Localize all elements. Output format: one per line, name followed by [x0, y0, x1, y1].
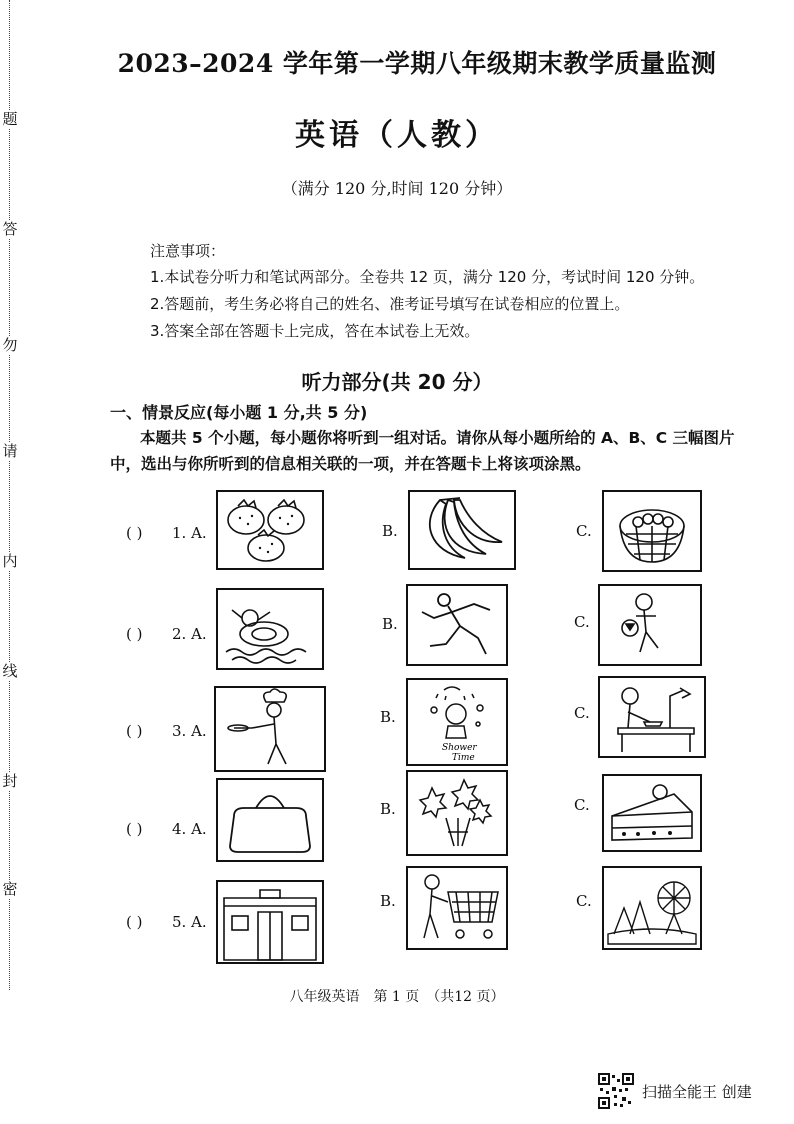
binding-char: 勿	[0, 336, 20, 354]
binding-char: 封	[0, 772, 20, 790]
option-b-label: B.	[382, 615, 398, 633]
running-image	[406, 584, 508, 666]
binding-char: 请	[0, 442, 20, 460]
building-image	[216, 880, 324, 964]
question-number: 1. A.	[172, 524, 207, 542]
question-number: 3. A.	[172, 722, 207, 740]
notice-item: 1.本试卷分听力和笔试两部分。全卷共 12 页，满分 120 分，考试时间 120 分钟。	[150, 268, 705, 286]
option-c-label: C.	[574, 796, 590, 814]
answer-paren: ( )	[126, 913, 143, 931]
handbag-image	[216, 778, 324, 862]
answer-paren: ( )	[126, 524, 143, 542]
cake-slice-image	[602, 774, 702, 852]
studying-at-desk-image	[598, 676, 706, 758]
notice-item: 2.答题前，考生务必将自己的姓名、准考证号填写在试卷相应的位置上。	[150, 295, 630, 313]
bananas-image	[408, 490, 516, 570]
notice-heading: 注意事项：	[150, 242, 226, 260]
shower-time-image	[406, 678, 508, 766]
soccer-player-image	[598, 584, 702, 666]
shopping-cart-image	[406, 866, 508, 950]
binding-char: 题	[0, 110, 20, 128]
option-b-label: B.	[380, 800, 396, 818]
instructions: 中，选出与你所听到的信息相关联的一项，并在答题卡上将该项涂黑。	[110, 455, 591, 473]
section-title: 听力部分(共 20 分）	[301, 370, 493, 394]
option-b-label: B.	[380, 708, 396, 726]
option-b-label: B.	[382, 522, 398, 540]
instructions: 本题共 5 个小题，每小题你将听到一组对话。请你从每小题所给的 A、B、C 三幅图片	[140, 429, 735, 447]
amusement-park-image	[602, 866, 702, 950]
part-heading: 一、情景反应(每小题 1 分,共 5 分)	[110, 403, 368, 422]
binding-char: 答	[0, 220, 20, 238]
page-footer: 八年级英语 第 1 页 （共12 页）	[289, 989, 505, 1005]
score-time: （满分 120 分,时间 120 分钟）	[281, 179, 513, 198]
option-c-label: C.	[576, 522, 592, 540]
answer-paren: ( )	[126, 820, 143, 838]
time-word: Time	[452, 753, 475, 763]
scanner-text: 扫描全能王 创建	[642, 1082, 752, 1101]
question-number: 2. A.	[172, 625, 207, 643]
strawberries-image	[216, 490, 324, 570]
answer-paren: ( )	[126, 625, 143, 643]
exam-subject: 英语（人教）	[295, 118, 499, 153]
exam-title: 2023–2024 学年第一学期八年级期末教学质量监测	[117, 49, 717, 78]
option-c-label: C.	[574, 613, 590, 631]
qr-code-icon	[598, 1073, 634, 1109]
flower-bouquet-image	[406, 770, 508, 856]
question-number: 4. A.	[172, 820, 207, 838]
chef-cooking-image	[214, 686, 326, 772]
swimming-image	[216, 588, 324, 670]
answer-paren: ( )	[126, 722, 143, 740]
binding-char: 线	[0, 662, 20, 680]
basket-of-eggs-image	[602, 490, 702, 572]
option-c-label: C.	[574, 704, 590, 722]
question-number: 5. A.	[172, 913, 207, 931]
option-c-label: C.	[576, 892, 592, 910]
shower-word: Shower	[442, 743, 477, 753]
option-b-label: B.	[380, 892, 396, 910]
binding-char: 密	[0, 880, 20, 898]
binding-char: 内	[0, 552, 20, 570]
notice-item: 3.答案全部在答题卡上完成，答在本试卷上无效。	[150, 322, 480, 340]
scanner-watermark	[598, 1073, 752, 1109]
